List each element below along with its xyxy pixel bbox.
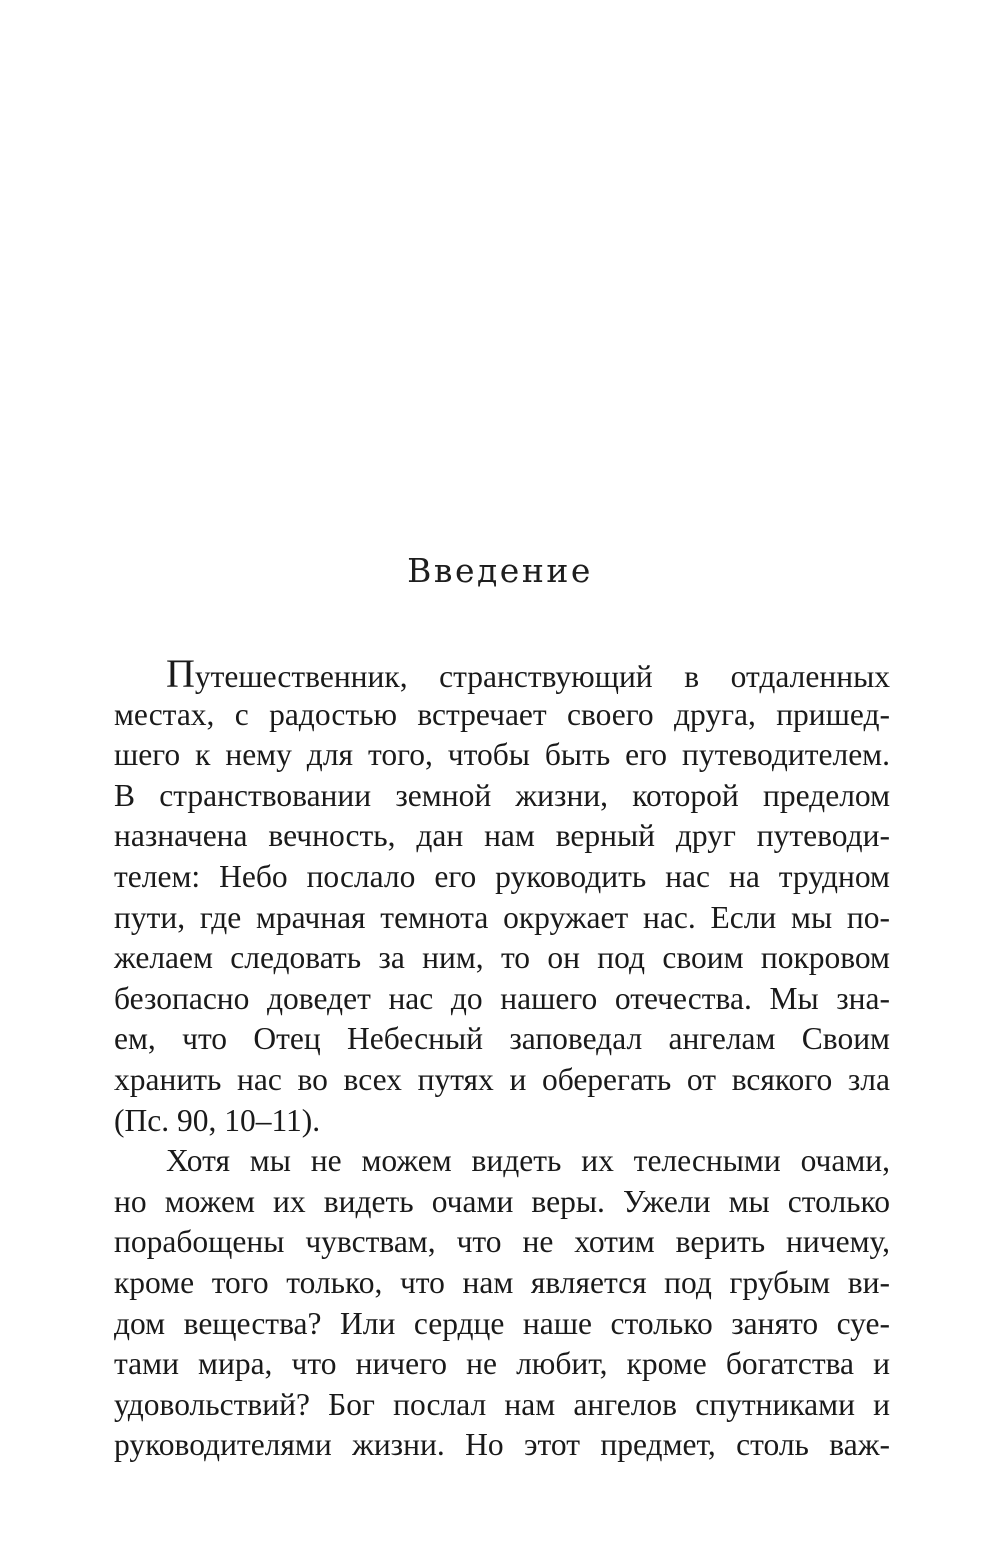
text-line: пути, где мрачная темнота окружает нас. Если мы по- [114, 899, 890, 935]
text-line: назначена вечность, дан нам верный друг путеводи- [114, 818, 890, 854]
text-line: дом вещества? Или сердце наше столько занято суе- [114, 1305, 890, 1341]
text-line [114, 651, 890, 696]
text-line: безопасно доведет нас до нашего отечества. Мы зна- [114, 980, 890, 1016]
text-line: телем: Небо послало его руководить нас на трудном [114, 858, 890, 894]
text-line: (Пс. 90, 10–11). [114, 1102, 321, 1138]
text-line: желаем следовать за ним, то он под своим покровом [114, 940, 890, 976]
text-line: хранить нас во всех путях и оберегать от всякого зла [114, 1061, 890, 1097]
paragraph-2 [114, 1141, 890, 1466]
text-line: местах, с радостью встречает своего друга, пришед- [114, 696, 890, 732]
text-line: Хотя мы не можем видеть их телесными очами, [166, 1143, 890, 1179]
text-line-content: утешественник, странствующий в отдаленных [194, 659, 890, 694]
text-line: руководителями жизни. Но этот предмет, столь важ- [114, 1427, 890, 1463]
chapter-title: Введение [407, 551, 593, 590]
text-line: удовольствий? Бог послал нам ангелов спутниками и [114, 1386, 890, 1422]
text-line: тами мира, что ничего не любит, кроме богатства и [114, 1346, 890, 1382]
text-line: В странствовании земной жизни, которой пределом [114, 777, 890, 813]
body-text [114, 651, 890, 1466]
text-line: но можем их видеть очами веры. Ужели мы столько [114, 1183, 890, 1219]
text-line: ем, что Отец Небесный заповедал ангелам Своим [114, 1021, 890, 1057]
text-line: шего к нему для того, чтобы быть его путеводителем. [114, 737, 890, 773]
paragraph-1 [114, 651, 890, 1141]
text-line: кроме того только, что нам является под грубым ви- [114, 1264, 890, 1300]
text-line: порабощены чувствам, что не хотим верить ничему, [114, 1224, 890, 1260]
drop-cap: П [166, 651, 195, 696]
